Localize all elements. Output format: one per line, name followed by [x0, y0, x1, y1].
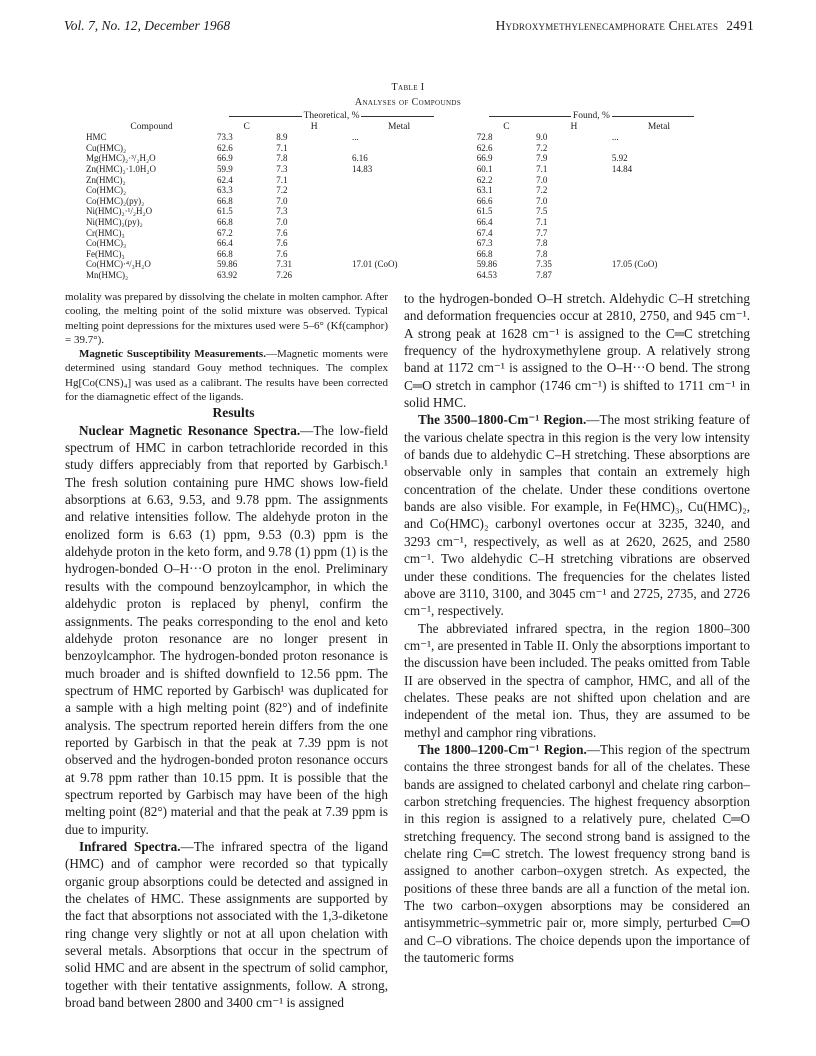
theoretical-h: 7.31	[276, 259, 293, 270]
table-row	[86, 175, 706, 186]
theoretical-c: 73.3	[216, 132, 233, 143]
header-theoretical-c: C	[243, 121, 250, 132]
left-text-column	[65, 290, 388, 1011]
theoretical-c: 67.2	[216, 227, 233, 238]
table-title: Analyses of Compounds	[354, 97, 462, 108]
theoretical-metal	[352, 228, 446, 239]
found-c: 67.4	[476, 227, 493, 238]
theoretical-metal	[352, 143, 446, 154]
compound-name: Cr(HMC)₃	[86, 227, 125, 238]
table-row	[86, 270, 706, 281]
running-head	[64, 18, 754, 38]
theoretical-c: 62.4	[216, 174, 233, 185]
theoretical-metal	[352, 217, 446, 228]
theoretical-h: 7.6	[276, 248, 288, 259]
theoretical-h: 7.8	[276, 153, 288, 164]
compound-name: Mn(HMC)₂	[86, 269, 129, 280]
infrared-paragraph	[65, 838, 388, 1011]
found-h: 9.0	[536, 132, 548, 143]
found-c: 66.9	[476, 153, 493, 164]
region-3500-1800-paragraph	[404, 411, 750, 619]
table-row	[86, 164, 706, 175]
compound-name: Fe(HMC)₃	[86, 248, 125, 259]
found-h: 7.5	[536, 206, 548, 217]
analyses-table	[86, 111, 706, 281]
table-row	[86, 217, 706, 228]
found-metal	[612, 228, 706, 239]
found-c: 61.5	[476, 206, 493, 217]
found-h: 7.1	[536, 216, 548, 227]
theoretical-label: Theoretical, %	[303, 111, 360, 121]
header-compound: Compound	[130, 121, 173, 132]
theoretical-group-header	[217, 111, 446, 122]
compound-name: Mg(HMC)₂·³/₂H₂O	[86, 153, 156, 164]
nmr-text: —The low-field spectrum of HMC in carbon tetrachloride recorded in this study differs appreciably from that reported by Garbisch.¹ The fresh solution containing pure HMC shows low-field absorptions at 6.63, 9.53, and 9.78 ppm. The assignments and relative intensities follow. The aldehyde proton in the enolized form is 6.63 (1) ppm, 9.53 (0.3) ppm is the aldehyde proton in the keto form, and 9.78 (1) ppm (1) is the hydrogen-bonded O–H···O proton in the enol. Preliminary results with the compound benzoylcamphor, in which the aldehydic proton is replaced by phenyl, confirm the assignments. The peaks corresponding to the enol and keto aldehyde proton resonance are no longer present in benzoylcamphor. The hydrogen-bonded proton resonance is much broader and is shifted downfield to 12.56 ppm. The spectrum of HMC reported by Garbisch¹ was duplicated for a sample with a high melting point (82°) and of indefinite analysis. The spectrum reported herein differs from the one reported by Garbisch in that the peak at 7.39 ppm is not observed and the hydrogen-bonded proton resonance occurs at 9.78 ppm rather than 10.15 ppm. It is possible that the spectrum reported by Garbisch may have been of the high melting point (82°) material and that the peak at 7.39 ppm is due to impurity.	[65, 422, 389, 837]
found-h: 7.87	[536, 269, 552, 280]
found-c: 62.6	[476, 142, 493, 153]
found-label: Found, %	[572, 111, 610, 121]
found-c: 72.8	[476, 132, 493, 143]
found-h: 7.7	[536, 227, 548, 238]
abbreviated-spectra-paragraph: The abbreviated infrared spectra, in the region 1800–300 cm⁻¹, are presented in Table II. Only the absorptions important to the discussion have been included. The peaks omitted from Table II are observed in the spectra of camphor, HMC, and all of the chelates. These peaks are not shifted upon chelation and are independent of the metal ion. Thus, they are assumed to be methyl and camphor ring vibrations.	[404, 620, 750, 740]
theoretical-metal: ...	[351, 132, 359, 143]
theoretical-c: 66.8	[216, 216, 233, 227]
theoretical-c: 63.92	[216, 269, 238, 280]
found-c: 64.53	[476, 269, 498, 280]
found-metal	[612, 175, 706, 186]
found-c: 66.6	[476, 195, 493, 206]
theoretical-h: 7.1	[276, 174, 288, 185]
theoretical-h: 8.9	[276, 132, 288, 143]
found-c: 66.8	[476, 248, 493, 259]
page-number: 2491	[726, 18, 754, 33]
running-title-text: Hydroxymethylenecamphorate Chelates	[495, 18, 719, 33]
found-group-header	[477, 111, 706, 122]
magnetic-susceptibility-heading: Magnetic Susceptibility Measurements.	[79, 348, 266, 361]
found-h: 7.2	[536, 185, 548, 196]
compound-name: Zn(HMC)₂·1.0H₂O	[86, 163, 157, 174]
found-metal	[612, 249, 706, 260]
found-metal: ...	[611, 132, 619, 143]
theoretical-metal	[352, 270, 446, 281]
camphor-molality-paragraph: molality was prepared by dissolving the chelate in molten camphor. After cooling, the melting point of the solid mixture was observed. Typical melting point depressions for the mixtures used were 5–6° (Kf(camphor) = 39.7°).	[65, 291, 388, 346]
theoretical-h: 7.2	[276, 185, 288, 196]
compound-name: Co(HMC)₂(py)₂	[86, 195, 145, 206]
compound-name: Ni(HMC)₂(py)₂	[86, 216, 143, 227]
found-h: 7.0	[536, 174, 548, 185]
theoretical-metal	[352, 196, 446, 207]
compound-name: Ni(HMC)₂·¹/₂H₂O	[86, 206, 153, 217]
header-found-c: C	[503, 121, 510, 132]
found-h: 7.0	[536, 195, 548, 206]
table-row	[86, 196, 706, 207]
found-metal	[612, 196, 706, 207]
found-c: 60.1	[476, 163, 493, 174]
table-row	[86, 259, 706, 270]
region-1800-1200-heading: The 1800–1200-Cm⁻¹ Region.	[418, 741, 587, 757]
theoretical-c: 66.4	[216, 238, 233, 249]
compound-name: HMC	[86, 132, 107, 143]
theoretical-h: 7.0	[276, 195, 288, 206]
theoretical-h: 7.3	[276, 206, 288, 217]
table-row	[86, 228, 706, 239]
infrared-text: —The infrared spectra of the ligand (HMC) and of camphor were recorded so that typically organic group absorptions could be detected and assigned in the chelates of HMC. These assignments are supported by the fact that absorptions not associated with the 1,3-diketone ring change very slightly or not at all upon chelation with several metals. Absorptions that occur in the spectrum of solid HMC and are absent in the spectrum of solid camphor, together with their tentative assignments, follow. A strong, broad band between 2800 and 3400 cm⁻¹ is assigned	[65, 838, 388, 1011]
theoretical-c: 66.9	[216, 153, 233, 164]
compound-name: Co(HMC)·⁴/₃H₂O	[86, 259, 151, 270]
found-c: 59.86	[476, 259, 498, 270]
found-h: 7.8	[536, 248, 548, 259]
table-row	[86, 238, 706, 249]
magnetic-susceptibility-text: —Magnetic moments were determined using standard Gouy method techniques. The complex Hg[Co(CNS)₄] was used as a calibrant. The results have been corrected for the diamagnetic effect of the ligands.	[65, 348, 389, 404]
theoretical-h: 7.6	[276, 227, 288, 238]
found-metal	[612, 143, 706, 154]
table-row	[86, 185, 706, 196]
table-row	[86, 206, 706, 217]
theoretical-metal: 6.16	[351, 153, 368, 164]
found-metal	[612, 238, 706, 249]
results-heading: Results	[212, 405, 255, 421]
found-metal	[612, 217, 706, 228]
theoretical-metal	[352, 175, 446, 186]
header-theoretical-h: H	[310, 121, 318, 132]
header-found-h: H	[570, 121, 578, 132]
found-c: 66.4	[476, 216, 493, 227]
theoretical-metal: 14.83	[351, 163, 373, 174]
found-c: 62.2	[476, 174, 493, 185]
theoretical-h: 7.6	[276, 238, 288, 249]
table-row	[86, 143, 706, 154]
theoretical-h: 7.26	[276, 269, 293, 280]
found-h: 7.2	[536, 142, 548, 153]
found-h: 7.9	[536, 153, 548, 164]
theoretical-metal	[352, 238, 446, 249]
found-metal	[612, 270, 706, 281]
table-row	[86, 132, 706, 143]
found-h: 7.1	[536, 163, 548, 174]
hmc-assignments-paragraph: to the hydrogen-bonded O–H stretch. Aldehydic C–H stretching and deformation frequencies occur at 2810, 2750, and 945 cm⁻¹. A strong peak at 1628 cm⁻¹ is assigned to the C═C stretching frequency of the hydroxymethylene group. A relatively strong band at 1172 cm⁻¹ is assigned to the O–H···O bend. The strong C═O stretch in camphor (1746 cm⁻¹) is shifted to 1711 cm⁻¹ in solid HMC.	[404, 291, 750, 411]
header-theoretical-metal: Metal	[387, 121, 411, 132]
analyses-table-body	[86, 132, 706, 280]
found-c: 67.3	[476, 238, 493, 249]
region-1800-1200-paragraph	[404, 741, 750, 966]
theoretical-c: 59.9	[216, 163, 233, 174]
found-h: 7.35	[536, 259, 552, 270]
region-3500-1800-text: —The most striking feature of the various chelate spectra in this region is the very low intensity of bands due to aldehydic C–H stretching. These absorptions are observable only in samples that contain an extremely high concentration of the chelate. Under these conditions overtone bands are also visible. For example, in Fe(HMC)₃, Cu(HMC)₂, and Co(HMC)₂ carbonyl overtones occur at 3235, 3240, and 3293 cm⁻¹, respectively, as well as at 2620, 2625, and 2580 cm⁻¹. Two aldehydic C–H stretching vibrations are observed under these conditions. The frequencies for the chelates listed above are 3110, 3100, and 3045 cm⁻¹ and 2725, 2735, and 2726 cm⁻¹, respectively.	[404, 412, 750, 619]
table-caption	[0, 80, 816, 110]
nmr-heading: Nuclear Magnetic Resonance Spectra.	[79, 422, 301, 438]
found-metal	[612, 185, 706, 196]
journal-info: Vol. 7, No. 12, December 1968	[64, 18, 231, 33]
table-label: Table I	[391, 82, 425, 93]
found-metal: 5.92	[611, 153, 628, 164]
infrared-heading: Infrared Spectra.	[79, 838, 181, 854]
compound-name: Zn(HMC)₂	[86, 174, 126, 185]
theoretical-metal: 17.01 (CoO)	[351, 259, 398, 270]
theoretical-metal	[352, 249, 446, 260]
theoretical-c: 63.3	[216, 185, 233, 196]
found-h: 7.8	[536, 238, 548, 249]
compound-name: Co(HMC)₂	[86, 185, 127, 196]
theoretical-metal	[352, 185, 446, 196]
found-c: 63.1	[476, 185, 493, 196]
found-metal: 14.84	[611, 163, 633, 174]
table-row	[86, 153, 706, 164]
right-text-column	[404, 290, 750, 966]
theoretical-c: 62.6	[216, 142, 233, 153]
nmr-paragraph	[65, 422, 388, 838]
theoretical-h: 7.3	[276, 163, 288, 174]
table-row	[86, 249, 706, 260]
article-running-title	[496, 18, 754, 34]
theoretical-h: 7.0	[276, 216, 288, 227]
region-1800-1200-text: —This region of the spectrum contains the three strongest bands for all of the chelates. These bands are assigned to chelated carbonyl and chelate ring carbon–carbon stretching frequencies. The highest frequency absorption in this region is assigned to a relatively pure, chelated C═O stretching frequency. The second strong band is assigned to the chelate ring C═C stretch. The lowest frequency strong band is assigned to another carbon–oxygen stretch. As expected, the positions of these three bands are all a function of the metal ion. The two carbon–oxygen absorptions may be considered an antisymmetric–symmetric pair or, more simply, perturbed C═O and C–O vibrations. The choice depends upon the importance of the tautomeric forms	[404, 741, 750, 966]
found-metal	[612, 206, 706, 217]
compound-name: Cu(HMC)₂	[86, 142, 127, 153]
region-3500-1800-heading: The 3500–1800-Cm⁻¹ Region.	[418, 412, 587, 428]
theoretical-metal	[352, 206, 446, 217]
theoretical-h: 7.1	[276, 142, 288, 153]
theoretical-c: 66.8	[216, 195, 233, 206]
magnetic-susceptibility-paragraph	[65, 347, 388, 404]
compound-name: Co(HMC)₃	[86, 238, 127, 249]
found-metal: 17.05 (CoO)	[611, 259, 658, 270]
header-found-metal: Metal	[647, 121, 670, 132]
theoretical-c: 59.86	[216, 259, 238, 270]
theoretical-c: 61.5	[216, 206, 233, 217]
theoretical-c: 66.8	[216, 248, 233, 259]
